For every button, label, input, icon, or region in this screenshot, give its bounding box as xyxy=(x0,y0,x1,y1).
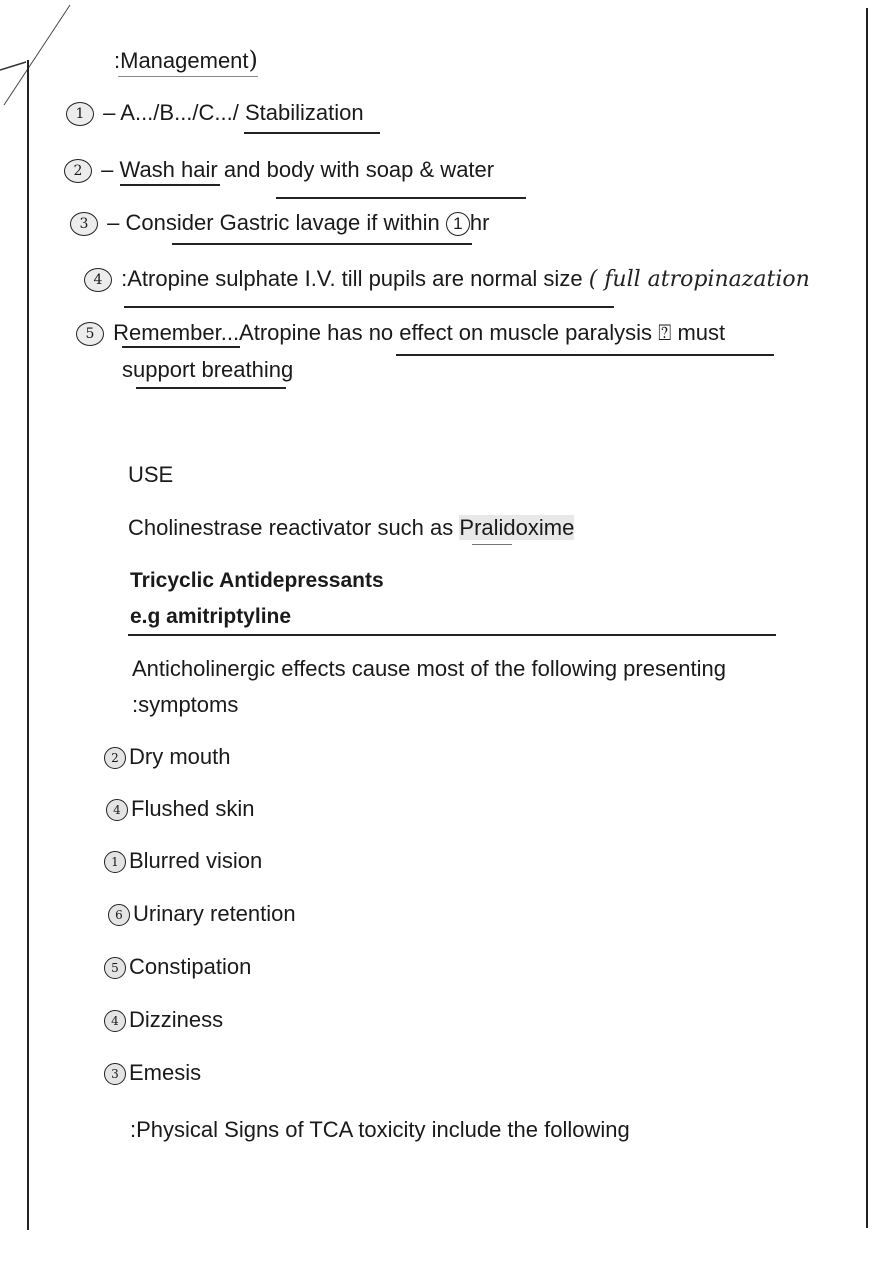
tca-title: Tricyclic Antidepressants xyxy=(130,569,384,592)
body-underline xyxy=(276,197,526,199)
symptom-item: 4 Dizziness xyxy=(104,1007,223,1033)
management-item-5: 5 Remember...Atropine has no effect on muscle paralysis ⍰ must xyxy=(76,320,725,346)
remember-text: Remember...Atropine has no effect on muscle paralysis xyxy=(113,320,652,345)
item-number-2: 2 xyxy=(64,159,92,183)
handwritten-annotation: ( full atropinazation xyxy=(588,267,810,292)
heading-underline xyxy=(118,76,258,77)
symptom-item: 4 Flushed skin xyxy=(106,796,255,822)
atropine-text: :Atropine sulphate I.V. till pupils are normal size xyxy=(121,266,583,291)
item-number-3: 3 xyxy=(70,212,98,236)
pralidoxime-text: Pralidoxime xyxy=(459,515,575,540)
wash-underline xyxy=(120,184,220,186)
remember-underline xyxy=(122,346,240,348)
left-margin-line xyxy=(27,60,29,1230)
pralidoxime-underline xyxy=(472,544,512,545)
circled-one: 1 xyxy=(446,212,470,236)
symptom-item: 1 Blurred vision xyxy=(104,848,262,874)
management-item-2: 2 – Wash hair and body with soap & water xyxy=(64,157,494,183)
symptom-marker: 2 xyxy=(104,747,126,769)
management-item-1: 1 – A.../B.../C.../ Stabilization xyxy=(66,100,364,126)
management-item-3: 3 – Consider Gastric lavage if within 1 hr xyxy=(70,210,489,236)
management-item-4 xyxy=(84,266,810,293)
physical-signs-line: :Physical Signs of TCA toxicity include the following xyxy=(130,1117,630,1142)
use-label: USE xyxy=(128,462,174,487)
symptom-item: 2 Dry mouth xyxy=(104,744,230,770)
tca-example: e.g amitriptyline xyxy=(130,605,292,628)
symptom-item: 6 Urinary retention xyxy=(108,901,296,927)
stabilization-text: Stabilization xyxy=(245,100,364,125)
right-margin-line xyxy=(866,8,868,1228)
tca-intro-line1: Anticholinergic effects cause most of the following presenting xyxy=(132,656,726,681)
effect-underline xyxy=(396,354,774,356)
symptom-marker: 3 xyxy=(104,1063,126,1085)
symptom-marker: 5 xyxy=(104,957,126,979)
management-heading: :Management) xyxy=(114,46,258,74)
stabilization-underline xyxy=(244,132,380,134)
gastric-text: Consider Gastric lavage if within xyxy=(125,210,440,235)
abc-text: A.../B.../C.../ xyxy=(120,100,239,125)
use-line: Cholinestrase reactivator such as Pralidoxime xyxy=(128,515,575,540)
item-number-1: 1 xyxy=(66,102,94,126)
symptom-item: 5 Constipation xyxy=(104,954,251,980)
support-underline xyxy=(136,387,286,389)
atropine-underline xyxy=(124,306,614,308)
gastric-underline xyxy=(172,243,472,245)
symptom-marker: 6 xyxy=(108,904,130,926)
symptom-marker: 1 xyxy=(104,851,126,873)
tca-intro-line2: :symptoms xyxy=(132,692,239,717)
wash-text: Wash hair and body with soap & water xyxy=(119,157,495,182)
support-breathing-line: support breathing xyxy=(122,357,294,382)
corner-pen-stroke xyxy=(0,0,80,110)
symptom-marker: 4 xyxy=(106,799,128,821)
item-number-5: 5 xyxy=(76,322,104,346)
symptom-item: 3 Emesis xyxy=(104,1060,201,1086)
section-divider xyxy=(128,634,776,636)
item-number-4: 4 xyxy=(84,268,112,292)
symptom-marker: 4 xyxy=(104,1010,126,1032)
